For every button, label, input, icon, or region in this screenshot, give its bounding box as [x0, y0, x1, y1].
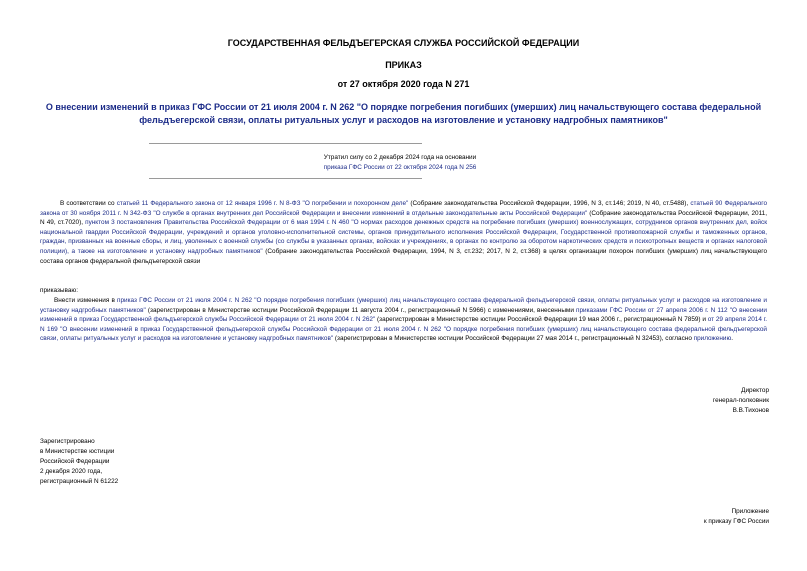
document-type: ПРИКАЗ	[385, 60, 422, 70]
body-text-4: (зарегистрирован в Министерстве юстиции Российской Федерации 27 мая 2014 г., регистрационный N 32453), согласно	[333, 335, 694, 343]
preamble-text-3: (Собрание законодательства Российской Федерации, 2011, N 49, ст.7020),	[40, 209, 767, 227]
signature-block	[713, 386, 769, 416]
appendix-line-1: Приложение	[731, 508, 769, 515]
signature-name: В.В.Тихонов	[732, 407, 769, 414]
status-note-link[interactable]: приказа ГФС России от 22 октября 2024 года N 256	[323, 164, 477, 171]
preamble-text-2: (Собрание законодательства Российской Федерации, 1996, N 3, ст.146; 2019, N 40, ст.5488),	[408, 200, 691, 207]
appendix-block	[704, 507, 769, 527]
organization-name: ГОСУДАРСТВЕННАЯ ФЕЛЬДЪЕГЕРСКАЯ СЛУЖБА РОССИЙСКОЙ ФЕДЕРАЦИИ	[227, 38, 580, 48]
preamble-text-1: В соответствии со	[60, 200, 117, 207]
signature-rank: генерал-полковник	[712, 397, 769, 404]
preamble-text-4: (Собрание законодательства Российской Федерации, 1994, N 3, ст.232; 2017, N 2, ст.368) в целях организации похорон погибших (умерших) лиц начальствующего состава органов федеральной фельдъегерской связи	[40, 247, 768, 265]
link-order-169[interactable]: от 29 апреля 2014 г. N 169 "О внесении изменений в приказ Государственной фельдъегерской службы Российской Федерации от 21 июля 2004 г. N 262 "О порядке погребения погибших (умерших) лиц начальствующего состава федеральной фельдъегерской связи, оплаты ритуальных услуг и расходов на изготовление и установку надгробных памятников"	[40, 316, 767, 343]
body-text-3: (зарегистрирован в Министерстве юстиции Российской Федерации 19 мая 2006 г., регистрационный N 7859) и	[375, 316, 708, 324]
preamble-paragraph	[40, 199, 767, 266]
body-text-2: (зарегистрирован в Министерстве юстиции Российской Федерации 11 августа 2004 г., регистрационный N 5966) с изменениями, внесенными	[145, 306, 577, 314]
status-note-text: Утратил силу со 2 декабря 2024 года на основании	[323, 154, 477, 161]
order-word: приказываю:	[40, 287, 78, 294]
divider-bottom	[149, 178, 422, 179]
link-appendix[interactable]: приложению	[693, 335, 732, 343]
link-order-262[interactable]: приказ ГФС России от 21 июля 2004 г. N 262 "О порядке погребения погибших (умерших) лиц начальствующего состава федеральной фельдъегерской связи, оплаты ритуальных услуг и расходов на изготовление и установку надгробных памятников"	[40, 297, 767, 314]
link-law-342fz[interactable]: статьей 90 Федерального закона от 30 ноября 2011 г. N 342-ФЗ "О службе в органах внутренних дел Российской Федерации и внесении изменений в отдельные законодательные акты Российской Федерации"	[40, 200, 767, 217]
link-decree-460[interactable]: пунктом 3 постановления Правительства Российской Федерации от 6 мая 1994 г. N 460 "О нормах расходов денежных средств на погребение погибших (умерших) военнослужащих, сотрудников органов внутренних дел, войск национальной гвардии Российской Федерации, учреждений и органов уголовно-исполнительной системы, органов принудительного исполнения Российской Федерации, Государственной противопожарной службы и таможенных органов, граждан, призванных на военные сборы, и лиц, уволенных с военной службы (со службы в указанных органах, войсках и учреждениях, в органах по контролю за оборотом наркотических средств и психотропных веществ и органах налоговой полиции), а также на изготовление и установку надгробных памятников"	[40, 219, 767, 255]
signature-position: Директор	[741, 387, 769, 394]
link-law-8fz[interactable]: статьей 11 Федерального закона от 12 января 1996 г. N 8-ФЗ "О погребении и похоронном деле"	[116, 200, 409, 207]
registration-line-5: регистрационный N 61222	[40, 478, 119, 485]
registration-block	[40, 437, 118, 487]
document-date-number: от 27 октября 2020 года N 271	[337, 79, 470, 89]
body-text-5: .	[731, 335, 734, 343]
registration-line-3: Российской Федерации	[40, 458, 110, 465]
registration-line-1: Зарегистрировано	[40, 438, 95, 445]
appendix-line-2: к приказу ГФС России	[703, 518, 769, 525]
body-paragraph	[40, 296, 767, 344]
status-note	[240, 153, 560, 173]
divider-top	[149, 143, 422, 144]
link-order-112[interactable]: приказами ГФС России от 27 апреля 2006 г. N 112 "О внесении изменений в приказ Государственной фельдъегерской службы Российской Федерации от 21 июля 2004 г. N 262"	[40, 306, 768, 324]
registration-line-4: 2 декабря 2020 года,	[40, 468, 103, 475]
document-title: О внесении изменений в приказ ГФС России от 21 июля 2004 г. N 262 "О порядке погребения погибших (умерших) лиц начальствующего состава федеральной фельдъегерской связи, оплаты ритуальных услуг и расходов на изготовление и установку надгробных памятников"	[45, 102, 762, 125]
body-text-1: Внести изменения в	[54, 297, 118, 304]
registration-line-2: в Министерстве юстиции	[40, 448, 115, 455]
